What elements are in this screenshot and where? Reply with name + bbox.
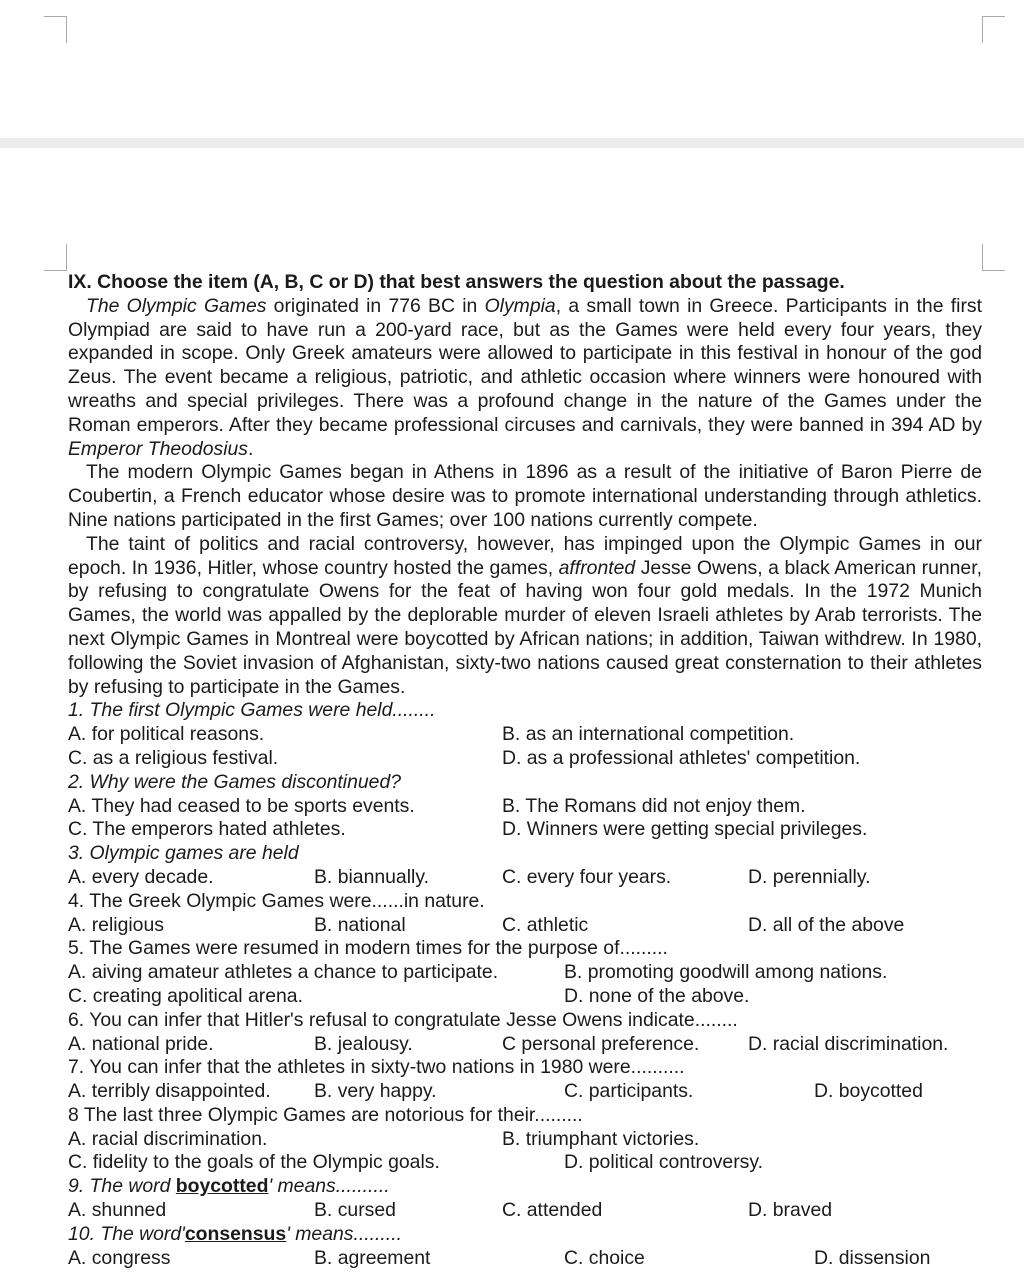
option-a: A. religious [68, 913, 164, 936]
option-d: D. dissension [814, 1246, 931, 1269]
crop-mark [982, 244, 1005, 271]
option-c: C. every four years. [502, 865, 672, 888]
passage-paragraph-2: The modern Olympic Games began in Athens in 1896 as a result of the initiative of Baron Pierre de Coubertin, a French educator whose desire was to promote international understanding through athletics. Nine nations participated in the first Games; over 100 nations currently compete. [68, 461, 982, 531]
options-row [68, 723, 982, 747]
option-b: B. triumphant victories. [502, 1127, 700, 1150]
option-d: D. none of the above. [564, 984, 750, 1007]
underlined-word: consensus [184, 1222, 287, 1245]
question-3 [68, 842, 982, 866]
option-b: B. jealousy. [314, 1032, 413, 1055]
option-a: A. terribly disappointed. [68, 1080, 271, 1103]
question-5: 5. The Games were resumed in modern times for the purpose of......... [68, 937, 668, 960]
text-span: affronted [558, 556, 636, 579]
text-span: . [248, 437, 254, 460]
option-b: B. promoting goodwill among nations. [564, 961, 888, 984]
option-c: C. creating apolitical arena. [68, 984, 303, 1007]
question-1 [68, 699, 982, 723]
question-9 [68, 1175, 982, 1199]
document-content [68, 271, 982, 1270]
option-a: A. every decade. [68, 865, 214, 888]
options-row [68, 914, 982, 938]
option-c: C. choice [564, 1246, 645, 1269]
options-row [68, 747, 982, 771]
question-4: 4. The Greek Olympic Games were......in nature. [68, 889, 485, 912]
option-d: D. as a professional athletes' competition. [502, 746, 861, 769]
option-d: D. all of the above [748, 913, 905, 936]
text-span: Olympia [484, 294, 556, 317]
passage-paragraph-3 [68, 533, 982, 700]
page-gap [0, 138, 1024, 148]
options-row [68, 1033, 982, 1057]
option-d: D. braved [748, 1199, 833, 1222]
option-d: D. boycotted [814, 1080, 923, 1103]
crop-mark [44, 16, 67, 43]
question-stem: 3. Olympic games are held [68, 842, 299, 865]
option-c: C. fidelity to the goals of the Olympic goals. [68, 1151, 440, 1174]
option-d: D. perennially. [748, 865, 871, 888]
option-b: B. very happy. [314, 1080, 437, 1103]
question-stem: 9. The word [68, 1175, 176, 1198]
option-b: B. agreement [314, 1246, 431, 1269]
text-span: The Olympic Games [86, 294, 267, 317]
question-stem: 1. The first Olympic Games were held........ [68, 699, 436, 722]
options-row [68, 795, 982, 819]
option-c: C. The emperors hated athletes. [68, 818, 346, 841]
option-b: B. cursed [314, 1199, 396, 1222]
option-c: C personal preference. [502, 1032, 700, 1055]
text-span: Emperor Theodosius [68, 437, 248, 460]
question-stem: 10. The word' [68, 1222, 185, 1245]
option-b: B. national [314, 913, 406, 936]
option-a: A. aiving amateur athletes a chance to participate. [68, 961, 499, 984]
options-row [68, 1199, 982, 1223]
question-6: 6. You can infer that Hitler's refusal to congratulate Jesse Owens indicate........ [68, 1008, 738, 1031]
text-span: The taint of politics and racial controversy, however, has impinged upon the Olympic Games in our epoch. In 1936, Hitler, whose country hosted the games, [68, 532, 982, 579]
option-a: A. congress [68, 1246, 171, 1269]
option-c: C. as a religious festival. [68, 746, 279, 769]
question-8: 8 The last three Olympic Games are notorious for their......... [68, 1103, 583, 1126]
question-7: 7. You can infer that the athletes in sixty-two nations in 1980 were.......... [68, 1056, 685, 1079]
options-row [68, 961, 982, 985]
passage-paragraph-1 [68, 295, 982, 462]
option-a: A. shunned [68, 1199, 167, 1222]
text-span: Jesse Owens, a black American runner, by refusing to congratulate Owens for the feat of having won four gold medals. In the 1972 Munich Games, the world was appalled by the deplorable murder of eleven Israeli athletes by Arab terrorists. The next Olympic Games in Montreal were boycotted by African nations; in addition, Taiwan withdrew. In 1980, following the Soviet invasion of Afghanistan, sixty-two nations caused great consternation to their athletes by refusing to participate in the Games. [68, 556, 982, 698]
section-heading: IX. Choose the item (A, B, C or D) that best answers the question about the passage. [68, 271, 845, 293]
options-row [68, 866, 982, 890]
option-a: A. racial discrimination. [68, 1127, 268, 1150]
question-stem: ' means.......... [268, 1175, 390, 1198]
option-c: C. athletic [502, 913, 589, 936]
option-d: D. political controversy. [564, 1151, 763, 1174]
options-row [68, 818, 982, 842]
option-a: A. for political reasons. [68, 723, 265, 746]
option-d: D. racial discrimination. [748, 1032, 949, 1055]
text-span: originated in 776 BC in [266, 294, 485, 317]
question-2 [68, 771, 982, 795]
options-row [68, 1151, 982, 1175]
previous-page [0, 0, 1024, 138]
underlined-word: boycotted [175, 1175, 269, 1198]
option-b: B. The Romans did not enjoy them. [502, 794, 806, 817]
text-span: , a small town in Greece. Participants in the first Olympiad are said to have run a 200-yard race, but as the Games were held every four years, they expanded in scope. Only Greek amateurs were allowed to participate in this festival in honour of the god Zeus. The event became a religious, patriotic, and athletic occasion where winners were honoured with wreaths and special privileges. There was a profound change in the nature of the Games under the Roman emperors. After they became professional circuses and carnivals, they were banned in 394 AD by [68, 294, 982, 436]
question-stem: ' means......... [286, 1222, 402, 1245]
options-row [68, 1080, 982, 1104]
options-row [68, 1247, 982, 1271]
option-d: D. Winners were getting special privileges. [502, 818, 868, 841]
options-row [68, 1128, 982, 1152]
option-c: C. participants. [564, 1080, 694, 1103]
question-stem: 2. Why were the Games discontinued? [68, 770, 402, 793]
option-b: B. as an international competition. [502, 723, 795, 746]
options-row [68, 985, 982, 1009]
option-c: C. attended [502, 1199, 603, 1222]
question-10 [68, 1223, 982, 1247]
crop-mark [982, 16, 1005, 43]
option-a: A. national pride. [68, 1032, 214, 1055]
option-a: A. They had ceased to be sports events. [68, 794, 415, 817]
crop-mark [44, 244, 67, 271]
option-b: B. biannually. [314, 865, 429, 888]
